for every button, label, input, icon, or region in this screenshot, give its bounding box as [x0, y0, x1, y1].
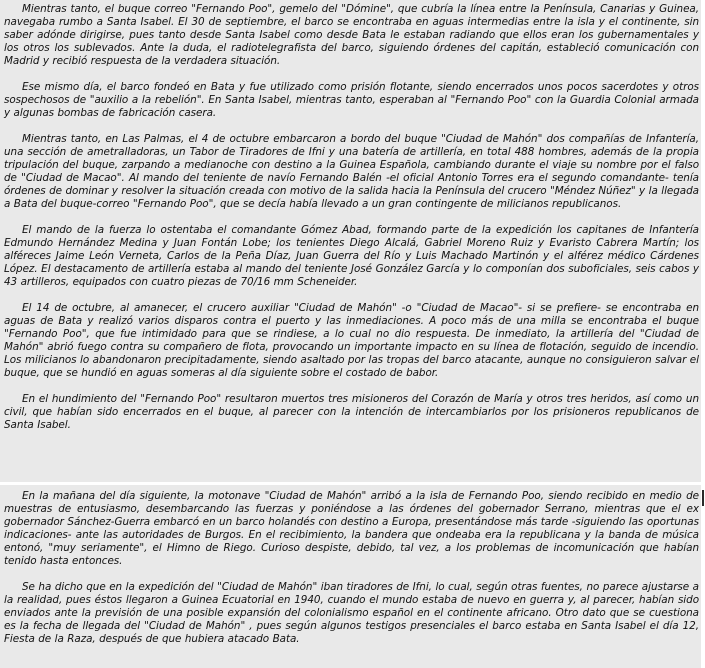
- paragraph: En el hundimiento del "Fernando Poo" resultaron muertos tres misioneros del Corazón de María y otros tres heridos, así como un civil, que habían sido encerrados en el buque, al parecer con la intención de intercambiarlos por los prisioneros republicanos de Santa Isabel.: [4, 393, 699, 431]
- paragraph: El mando de la fuerza lo ostentaba el comandante Gómez Abad, formando parte de la expedición los capitanes de Infantería Edmundo Hernández Medina y Juan Fontán Lobe; los tenientes Diego Alcalá, Gabriel Moreno Ruiz y Evaristo Cabrera Martín; los alféreces Jaime León Verneta, Carlos de la Peña Díaz, Juan Guerra del Río y Luis Machado Martinón y el alférez médico Cárdenes López. El destacamento de artillería estaba al mando del teniente José González García y lo componían dos suboficiales, seis cabos y 43 artilleros, equipados con cuatro piezas de 70/16 mm Scheneider.: [4, 224, 699, 288]
- paragraph: En la mañana del día siguiente, la motonave "Ciudad de Mahón" arribó a la isla de Fernando Poo, siendo recibido en medio de muestras de entusiasmo, desembarcando las fuerzas y poniéndose a las órdenes del gobernador Serrano, mientras que el ex gobernador Sánchez-Guerra embarcó en un barco holandés con destino a Europa, presentándose más tarde -siguiendo las oportunas indicaciones- ante las autoridades de Burgos. En el recibimiento, la bandera que ondeaba era la republicana y la banda de música entonó, "muy seriamente", el Himno de Riego. Curioso despiste, debido, tal vez, a los problemas de incomunicación que habían tenido hasta entonces.: [4, 490, 699, 567]
- page-right-margin: [701, 0, 705, 668]
- paragraph: Mientras tanto, el buque correo "Fernando Poo", gemelo del "Dómine", que cubría la línea entre la Península, Canarias y Guinea, navegaba rumbo a Santa Isabel. El 30 de septiembre, el barco se encontraba en aguas intermedias entre la isla y el continente, sin saber adónde dirigirse, pues tanto desde Santa Isabel como desde Bata le estaban radiando que ellos eran los gubernamentales y los otros los sublevados. Ante la duda, el radiotelegrafista del barco, siguiendo órdenes del capitán, estableció comunicación con Madrid y recibió respuesta de la verdadera situación.: [4, 3, 699, 67]
- paragraph: El 14 de octubre, al amanecer, el crucero auxiliar "Ciudad de Mahón" -o "Ciudad de Macao"- si se prefiere- se encontraba en aguas de Bata y realizó varios disparos contra el puerto y las inmediaciones. A poco más de una milla se encontraba el buque "Fernando Poo", que fue intimidado para que se rindiese, a lo cual no dio respuesta. De inmediato, la artillería del "Ciudad de Mahón" abrió fuego contra su compañero de flota, provocando un importante impacto en su línea de flotación, seguido de incendio. Los milicianos lo abandonaron precipitadamente, siendo asaltado por las tropas del barco atacante, aunque no consiguieron salvar el buque, que se hundió en aguas someras al día siguiente sobre el costado de babor.: [4, 302, 699, 379]
- paragraph: Se ha dicho que en la expedición del "Ciudad de Mahón" iban tiradores de Ifni, lo cual, según otras fuentes, no parece ajustarse a la realidad, pues éstos llegaron a Guinea Ecuatorial en 1940, cuando el mundo estaba de nuevo en guerra y, al parecer, habían sido enviados ante la previsión de una posible expansión del colonialismo español en el continente africano. Otro dato que se cuestiona es la fecha de llegada del "Ciudad de Mahón" , pues según algunos testigos presenciales el barco estaba en Santa Isabel el día 12, Fiesta de la Raza, después de que hubiera atacado Bata.: [4, 581, 699, 645]
- text-panel-lower: [0, 485, 701, 668]
- paragraph: Ese mismo día, el barco fondeó en Bata y fue utilizado como prisión flotante, siendo encerrados unos pocos sacerdotes y otros sospechosos de "auxilio a la rebelión". En Santa Isabel, mientras tanto, esperaban al "Fernando Poo" con la Guardia Colonial armada y algunas bombas de fabricación casera.: [4, 81, 699, 119]
- paragraph: Mientras tanto, en Las Palmas, el 4 de octubre embarcaron a bordo del buque "Ciudad de Mahón" dos compañías de Infantería, una sección de ametralladoras, un Tabor de Tiradores de Ifni y una batería de artillería, en total 488 hombres, además de la propia tripulación del buque, zarpando a medianoche con destino a la Guinea Española, cambiando durante el viaje su nombre por el falso de "Ciudad de Macao". Al mando del teniente de navío Fernando Balén -el oficial Antonio Torres era el segundo comandante- tenía órdenes de dominar y resolver la situación creada con motivo de la salida hacia la Península del crucero "Méndez Núñez" y la llegada a Bata del buque-correo "Fernando Poo", que se decía había llevado a un gran contingente de milicianos republicanos.: [4, 133, 699, 210]
- scroll-edge-marker: [702, 490, 704, 506]
